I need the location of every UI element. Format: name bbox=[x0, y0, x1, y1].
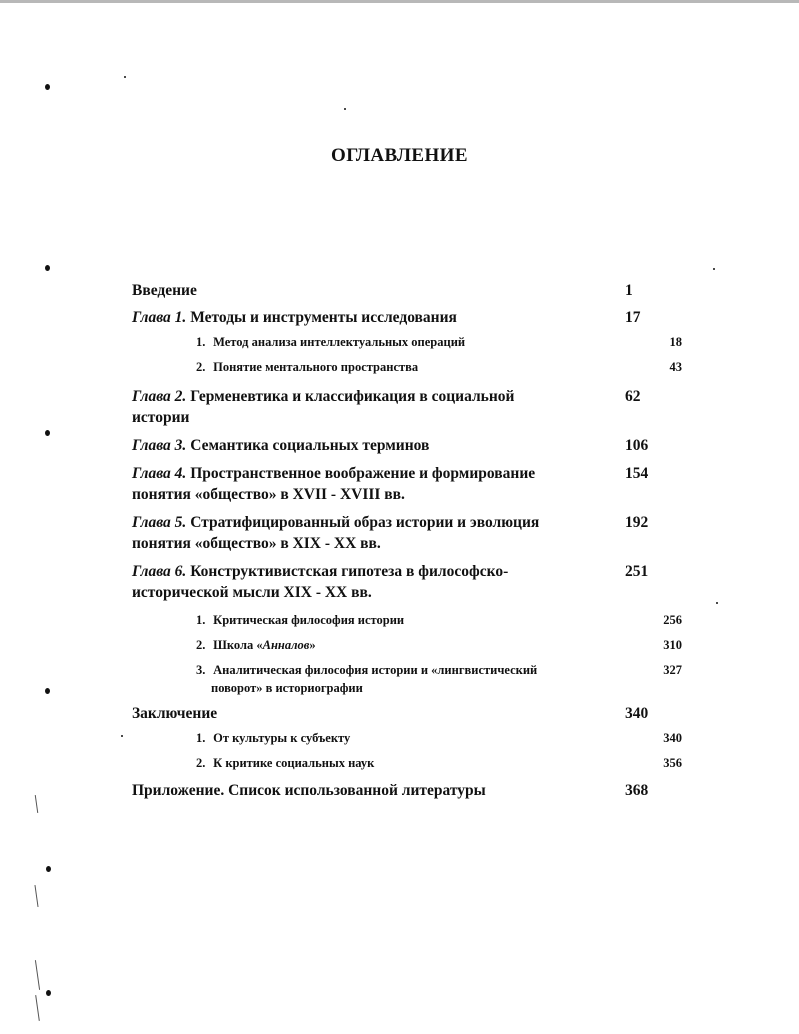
toc-entry-appendix bbox=[132, 780, 692, 801]
scan-speck bbox=[716, 602, 718, 604]
page-title: ОГЛАВЛЕНИЕ bbox=[331, 145, 468, 166]
chapter-title: Семантика социальных терминов bbox=[190, 437, 430, 454]
toc-page-number: 106 bbox=[625, 437, 649, 454]
toc-page-number: 340 bbox=[663, 731, 682, 745]
chapter-label: Глава 1. bbox=[132, 309, 187, 326]
toc-page-number: 192 bbox=[625, 514, 649, 531]
section-number: 2. bbox=[196, 756, 206, 770]
chapter-title: Стратифицированный образ истории и эволюция bbox=[190, 514, 540, 531]
toc-entry-title: Введение bbox=[132, 282, 197, 299]
toc-page-number: 368 bbox=[625, 782, 649, 799]
toc-entry-section bbox=[132, 358, 692, 376]
chapter-label: Глава 6. bbox=[132, 563, 187, 580]
section-title: Метод анализа интеллектуальных операций bbox=[213, 335, 466, 349]
section-title: Аналитическая философия истории и «лингвистический bbox=[213, 663, 538, 677]
toc-page-number: 356 bbox=[663, 756, 682, 770]
section-title-cont: поворот» в историографии bbox=[211, 681, 363, 695]
scan-speck bbox=[45, 430, 50, 436]
scan-speck bbox=[45, 265, 50, 271]
toc-entry-title: Заключение bbox=[132, 705, 218, 722]
section-number: 1. bbox=[196, 613, 206, 627]
scan-speck bbox=[344, 108, 346, 110]
scan-top-border bbox=[0, 0, 799, 3]
chapter-title: Методы и инструменты исследования bbox=[190, 309, 457, 326]
scan-speck bbox=[124, 76, 126, 78]
toc-entry-section bbox=[132, 729, 692, 747]
scan-speck bbox=[713, 268, 715, 270]
toc-page-number: 43 bbox=[669, 360, 682, 374]
section-title-suffix: » bbox=[309, 638, 316, 652]
toc-page-number: 327 bbox=[663, 663, 682, 677]
scan-speck bbox=[45, 688, 50, 694]
toc-page-number: 251 bbox=[625, 563, 649, 580]
section-number: 2. bbox=[196, 638, 206, 652]
chapter-title: Конструктивистская гипотеза в философско- bbox=[190, 563, 509, 580]
toc-entry-chapter-6 bbox=[132, 561, 692, 603]
section-title-prefix: Школа « bbox=[213, 638, 263, 652]
chapter-title-cont: исторической мысли XIX - XX вв. bbox=[132, 584, 372, 601]
toc-entry-chapter-3 bbox=[132, 435, 692, 456]
toc-page-number: 154 bbox=[625, 465, 649, 482]
chapter-title: Герменевтика и классификация в социальной bbox=[190, 388, 515, 405]
toc-page-number: 340 bbox=[625, 705, 649, 722]
toc-entry-chapter-1 bbox=[132, 307, 692, 328]
table-of-contents bbox=[132, 280, 692, 801]
toc-page-number: 1 bbox=[625, 282, 633, 299]
toc-entry-section bbox=[132, 333, 692, 351]
scan-streak bbox=[35, 795, 38, 813]
toc-entry-chapter-2 bbox=[132, 386, 692, 428]
toc-page-number: 62 bbox=[625, 388, 641, 405]
scan-streak bbox=[35, 960, 40, 990]
section-title: От культуры к субъекту bbox=[213, 731, 351, 745]
toc-page-number: 310 bbox=[663, 638, 682, 652]
toc-entry-section bbox=[132, 754, 692, 772]
section-number: 1. bbox=[196, 731, 206, 745]
section-number: 3. bbox=[196, 663, 206, 677]
chapter-title-cont: истории bbox=[132, 409, 190, 426]
section-number: 2. bbox=[196, 360, 206, 374]
toc-entry-chapter-5 bbox=[132, 512, 692, 554]
toc-entry-introduction bbox=[132, 280, 692, 301]
toc-entry-section bbox=[132, 636, 692, 654]
toc-page-number: 256 bbox=[663, 613, 682, 627]
toc-entry-conclusion bbox=[132, 703, 692, 724]
chapter-label: Глава 4. bbox=[132, 465, 187, 482]
chapter-title-cont: понятия «общество» в XVII - XVIII вв. bbox=[132, 486, 405, 503]
section-title-italic: Анналов bbox=[262, 638, 310, 652]
chapter-label: Глава 5. bbox=[132, 514, 187, 531]
scan-streak bbox=[34, 885, 38, 907]
toc-entry-section bbox=[132, 611, 692, 629]
chapter-label: Глава 2. bbox=[132, 388, 187, 405]
toc-entry-section bbox=[132, 661, 692, 697]
section-title: Понятие ментального пространства bbox=[213, 360, 419, 374]
section-title: К критике социальных наук bbox=[213, 756, 375, 770]
section-number: 1. bbox=[196, 335, 206, 349]
toc-entry-chapter-4 bbox=[132, 463, 692, 505]
scan-speck bbox=[46, 866, 51, 872]
section-title: Критическая философия истории bbox=[213, 613, 405, 627]
scan-streak bbox=[35, 995, 40, 1021]
toc-page-number: 18 bbox=[669, 335, 682, 349]
toc-page-number: 17 bbox=[625, 309, 641, 326]
toc-entry-title: Приложение. Список использованной литературы bbox=[132, 782, 486, 799]
chapter-title-cont: понятия «общество» в XIX - XX вв. bbox=[132, 535, 381, 552]
scan-speck bbox=[45, 84, 50, 90]
scan-speck bbox=[46, 990, 51, 996]
chapter-label: Глава 3. bbox=[132, 437, 187, 454]
chapter-title: Пространственное воображение и формирование bbox=[190, 465, 536, 482]
scan-speck bbox=[121, 735, 123, 737]
